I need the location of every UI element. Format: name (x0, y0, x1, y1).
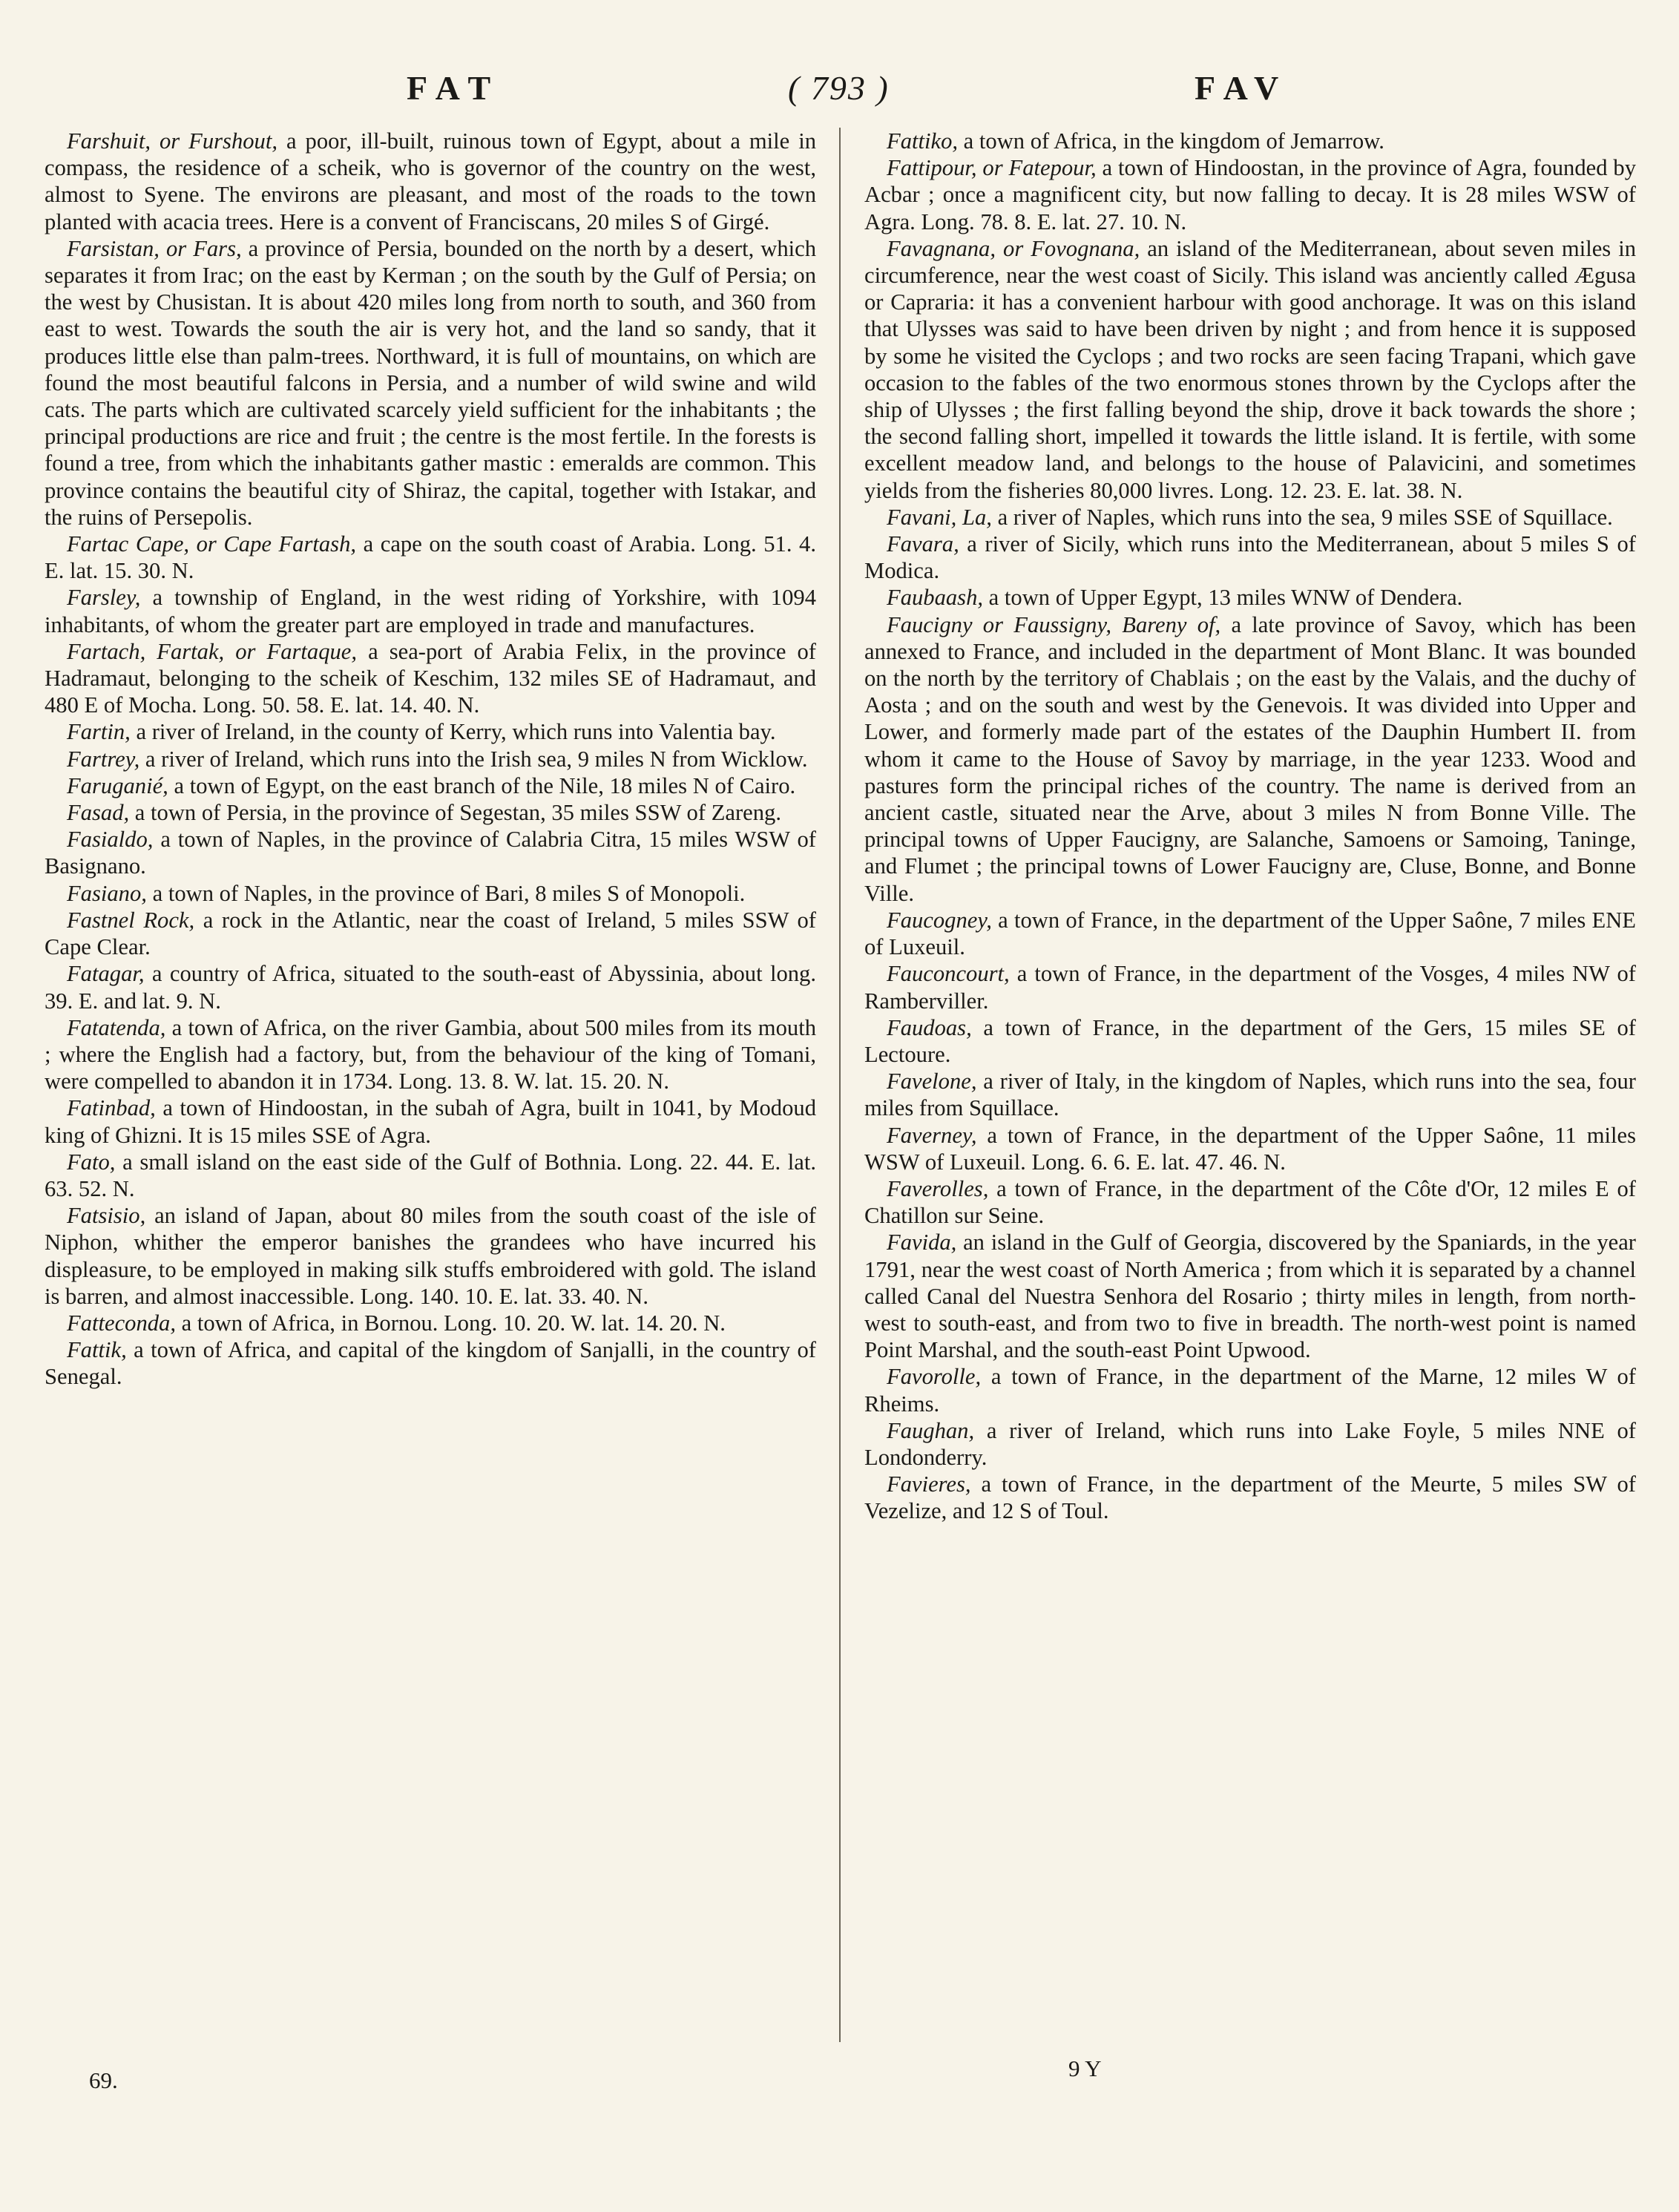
entry-text: a poor, ill-built, ruinous town of Egypt, about a mile in compass, the residence of a scheik, who is governor of the country on the west, almost to Syene. The environs are pleasant, and most of the roads to the town planted with acacia trees. Here is a convent of Franciscans, 20 miles S of Girgé. (45, 128, 817, 234)
entry-term: Favorolle, (887, 1364, 982, 1390)
entry-text: an island in the Gulf of Georgia, discovered by the Spaniards, in the year 1791, near the west coast of North America ; from which it is separated by a channel called Canal del Nuestra Senhora del Rosario ; thirty miles in length, from north-west to south-east, and from two to five in breadth. The north-west point is named Point Marshal, and the south-east Point Upwood. (864, 1230, 1636, 1363)
entry-text: an island of the Mediterranean, about seven miles in circumference, near the west coast of Sicily. This island was anciently called Ægusa or Capraria: it has a convenient harbour with good anchorage. It was on this island that Ulysses was said to have been driven by night ; and from hence it is supposed by some he visited the Cyclops ; and two rocks are seen facing Trapani, which gave occasion to the fables of the two enormous stones thrown by the Cyclops after the ship of Ulysses ; the first falling beyond the ship, drove it back towards the shore ; the second falling short, impelled it towards the little island. It is fertile, with some excellent meadow land, and belongs to the house of Palavicini, and sometimes yields from the fisheries 80,000 livres. Long. 12. 23. E. lat. 38. N. (864, 235, 1636, 503)
entry-term: Fatteconda, (67, 1310, 176, 1336)
gazetteer-entry (45, 746, 816, 772)
gazetteer-entry (864, 1068, 1636, 1121)
entry-term: Faughan, (887, 1417, 975, 1443)
gazetteer-entry (45, 1014, 816, 1095)
gazetteer-entry (45, 907, 816, 960)
column-divider (839, 128, 841, 2042)
gazetteer-entry (864, 531, 1636, 584)
entry-text: a sea-port of Arabia Felix, in the province of Hadramaut, belonging to the scheik of Keschim, 132 miles SE of Hadramaut, and 480 E of Mocha. Long. 50. 58. E. lat. 14. 40. N. (45, 638, 816, 718)
entry-text: a town of Africa, in the kingdom of Jemarrow. (958, 128, 1384, 154)
gazetteer-entry (45, 235, 816, 531)
gazetteer-entry (45, 531, 816, 584)
entry-term: Favida, (887, 1230, 957, 1256)
entry-text: a township of England, in the west riding of Yorkshire, with 1094 inhabitants, of whom the greater part are employed in trade and manufactures. (45, 585, 816, 637)
entry-text: a town of Hindoostan, in the province of Agra, founded by Acbar ; once a magnificent city, but now falling to decay. It is 28 miles WSW of Agra. Long. 78. 8. E. lat. 27. 10. N. (864, 155, 1637, 234)
gazetteer-entry (864, 960, 1636, 1014)
entry-term: Fasiano, (67, 880, 147, 906)
gazetteer-entry (45, 1336, 816, 1390)
gazetteer-entry (864, 584, 1636, 611)
entry-text: a town of France, in the department of the Côte d'Or, 12 miles E of Chatillon sur Seine. (864, 1175, 1636, 1229)
entry-text: a river of Italy, in the kingdom of Naples, which runs into the sea, four miles from Squillace. (864, 1069, 1636, 1121)
entry-term: Fasad, (67, 800, 130, 826)
entry-term: Fattik, (67, 1337, 127, 1363)
gazetteer-entry (864, 1175, 1636, 1229)
entry-text: a river of Naples, which runs into the sea, 9 miles SSE of Squillace. (991, 504, 1613, 530)
entry-text: a town of Africa, in Bornou. Long. 10. 20. W. lat. 14. 20. N. (175, 1310, 726, 1336)
entry-term: Faucigny or Faussigny, Bareny of, (887, 611, 1221, 637)
gazetteer-entry (864, 1229, 1636, 1363)
entry-term: Fatagar, (67, 961, 145, 987)
gazetteer-entry (45, 772, 816, 799)
entry-term: Fattipour, or Fatepour, (887, 155, 1097, 181)
gazetteer-entry (45, 584, 816, 637)
entry-text: a rock in the Atlantic, near the coast of Ireland, 5 miles SSW of Cape Clear. (45, 907, 816, 960)
entry-text: a town of Naples, in the province of Calabria Citra, 15 miles WSW of Basignano. (45, 827, 816, 879)
entry-text: a town of Naples, in the province of Bari, 8 miles S of Monopoli. (146, 880, 746, 906)
gazetteer-entry (864, 611, 1636, 907)
entry-term: Faruganié, (67, 772, 168, 798)
entry-term: Fatatenda, (67, 1014, 166, 1040)
gazetteer-entry (864, 1471, 1636, 1524)
entry-term: Faubaash, (887, 585, 984, 611)
entry-text: a town of France, in the department of the Gers, 15 miles SE of Lectoure. (864, 1014, 1636, 1067)
entry-term: Fato, (67, 1149, 116, 1175)
entry-text: a river of Sicily, which runs into the Mediterranean, about 5 miles S of Modica. (864, 531, 1636, 584)
entry-text: an island of Japan, about 80 miles from the south coast of the isle of Niphon, whither the emperor banishes the grandees who have incurred his displeasure, to be employed in making silk stuffs embroidered with gold. The island is barren, and almost inaccessible. Long. 140. 10. E. lat. 33. 40. N. (45, 1203, 816, 1309)
entry-term: Faverolles, (887, 1175, 989, 1201)
gazetteer-entry (864, 235, 1636, 504)
entry-text: a river of Ireland, which runs into the Irish sea, 9 miles N from Wicklow. (139, 746, 808, 772)
entry-term: Farshuit, or Furshout, (67, 128, 278, 154)
signature-left: 69. (89, 2067, 118, 2093)
entry-term: Fattiko, (887, 128, 959, 154)
gazetteer-entry (45, 826, 816, 879)
entry-term: Fartrey, (67, 746, 140, 772)
running-head-left: FAT (407, 69, 502, 107)
entry-text: a country of Africa, situated to the south-east of Abyssinia, about long. 39. E. and lat. 9. N. (45, 961, 816, 1014)
gazetteer-entry (45, 718, 816, 745)
signature-right: 9 Y (1068, 2055, 1102, 2081)
gazetteer-entry (45, 638, 816, 719)
entry-term: Favani, La, (887, 504, 992, 530)
entry-term: Fatinbad, (67, 1095, 156, 1121)
gazetteer-entry (45, 880, 816, 907)
entry-term: Faucogney, (887, 907, 992, 933)
entry-term: Faudoas, (887, 1014, 972, 1040)
entry-term: Favagnana, or Fovognana, (887, 235, 1140, 261)
gazetteer-entry (45, 1149, 816, 1202)
gazetteer-entry (864, 1363, 1636, 1417)
entry-term: Fastnel Rock, (67, 907, 195, 933)
entry-text: a late province of Savoy, which has been annexed to France, and included in the department of Mont Blanc. It was bounded on the north by the territory of Chablais ; on the east by the Valais, and the duchy of Aosta ; and on the south and west by the Genevois. It was divided into Upper and Lower, and formerly made part of the estates of the Dauphin Humbert II. from whom it came to the House of Savoy by marriage, in the year 1233. Wood and pastures form the principal riches of the country. The name is derived from an ancient castle, situated near the Arve, about 3 miles N from Bonne Ville. The principal towns of Upper Faucigny, are Salanche, Samoens or Samoing, Taninge, and Flumet ; the principal towns of Lower Faucigny are, Cluse, Bonne, and Bonne Ville. (864, 611, 1637, 906)
entry-text: a town of Africa, and capital of the kingdom of Sanjalli, in the country of Senegal. (45, 1337, 816, 1390)
page-number: ( 793 ) (788, 69, 890, 107)
entry-text: a town of Egypt, on the east branch of the Nile, 18 miles N of Cairo. (168, 772, 796, 798)
entry-text: a town of Hindoostan, in the subah of Agra, built in 1041, by Modoud king of Ghizni. It is 15 miles SSE of Agra. (45, 1095, 816, 1148)
entry-text: a town of France, in the department of the Upper Saône, 11 miles WSW of Luxeuil. Long. 6. 6. E. lat. 47. 46. N. (864, 1122, 1636, 1175)
entry-term: Fartin, (67, 719, 131, 745)
gazetteer-entry (864, 154, 1636, 235)
entry-text: a town of Persia, in the province of Segestan, 35 miles SSW of Zareng. (129, 800, 781, 826)
gazetteer-entry (45, 960, 816, 1014)
gazetteer-entry (864, 1014, 1636, 1068)
running-head-right: FAV (1195, 69, 1289, 107)
right-column (864, 128, 1636, 1525)
gazetteer-entry (45, 1202, 816, 1310)
entry-term: Farsley, (67, 585, 141, 611)
gazetteer-entry (45, 128, 816, 235)
entry-text: a river of Ireland, which runs into Lake Foyle, 5 miles NNE of Londonderry. (864, 1417, 1636, 1470)
entry-term: Favieres, (887, 1471, 971, 1497)
entry-term: Fatsisio, (67, 1203, 146, 1229)
entry-text: a town of Upper Egypt, 13 miles WNW of Dendera. (983, 585, 1463, 611)
entry-text: a cape on the south coast of Arabia. Long. 51. 4. E. lat. 15. 30. N. (45, 531, 816, 584)
entry-term: Fauconcourt, (887, 961, 1010, 987)
entry-term: Fartach, Fartak, or Fartaque, (67, 638, 358, 664)
entry-term: Farsistan, or Fars, (67, 235, 242, 261)
gazetteer-entry (45, 799, 816, 826)
gazetteer-entry (864, 504, 1636, 531)
entry-term: Fasialdo, (67, 827, 154, 853)
gazetteer-entry (45, 1310, 816, 1336)
left-column (45, 128, 816, 1391)
entry-text: a province of Persia, bounded on the north by a desert, which separates it from Irac; on the east by Kerman ; on the south by the Gulf of Persia; on the west by Chusistan. It is about 420 miles long from north to south, and 360 from east to west. Towards the south the air is very hot, and the land so sandy, that it produces little else than palm-trees. Northward, it is full of mountains, on which are found the most beautiful falcons in Persia, and a number of wild swine and wild cats. The parts which are cultivated scarcely yield sufficient for the inhabitants ; the principal productions are rice and fruit ; the centre is the most fertile. In the forests is found a tree, from which the inhabitants gather mastic : emeralds are common. This province contains the beautiful city of Shiraz, the capital, together with Istakar, and the ruins of Persepolis. (45, 235, 817, 530)
entry-term: Favara, (887, 531, 959, 557)
gazetteer-entry (864, 1417, 1636, 1471)
entry-term: Fartac Cape, or Cape Fartash, (67, 531, 357, 557)
entry-text: a town of Africa, on the river Gambia, about 500 miles from its mouth ; where the English had a factory, but, from the behaviour of the king of Tomani, were compelled to abandon it in 1734. Long. 13. 8. W. lat. 15. 20. N. (45, 1014, 816, 1094)
entry-text: a town of France, in the department of the Vosges, 4 miles NW of Ramberviller. (864, 961, 1636, 1014)
entry-term: Favelone, (887, 1069, 977, 1094)
gazetteer-entry (864, 907, 1636, 960)
entry-text: a river of Ireland, in the county of Kerry, which runs into Valentia bay. (130, 719, 776, 745)
entry-term: Faverney, (887, 1122, 977, 1148)
entry-text: a town of France, in the department of the Meurte, 5 miles SW of Vezelize, and 12 S of Toul. (864, 1471, 1636, 1524)
gazetteer-entry (864, 1122, 1636, 1175)
entry-text: a small island on the east side of the Gulf of Bothnia. Long. 22. 44. E. lat. 63. 52. N. (45, 1149, 816, 1201)
gazetteer-entry (45, 1094, 816, 1148)
entry-text: a town of France, in the department of the Upper Saône, 7 miles ENE of Luxeuil. (864, 907, 1636, 960)
gazetteer-entry (864, 128, 1636, 154)
entry-text: a town of France, in the department of the Marne, 12 miles W of Rheims. (864, 1364, 1636, 1417)
